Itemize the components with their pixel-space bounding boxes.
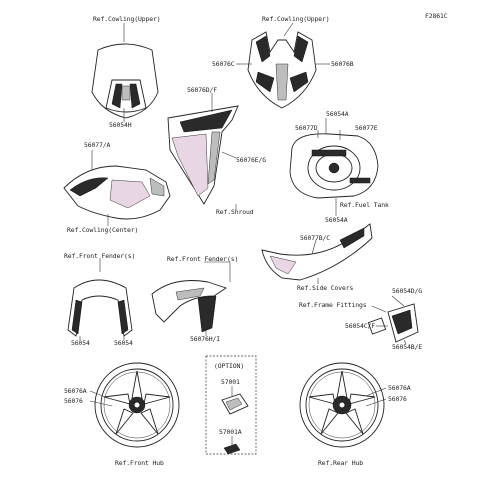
label-56054b-e: 56054B/E: [392, 343, 422, 351]
label-56054d-g: 56054D/G: [392, 287, 422, 295]
front-fender-side-view: [152, 281, 226, 333]
label-56076a-left: 56076A: [64, 387, 87, 395]
side-covers: [262, 224, 372, 280]
label-56054c-f: 56054C/F: [345, 322, 375, 330]
rear-wheel: [300, 363, 384, 447]
label-56054a-top: 56054A: [326, 110, 349, 118]
label-ref-shroud: Ref.Shroud: [216, 208, 254, 216]
label-ref-cowling-upper-left: Ref.Cowling(Upper): [93, 15, 161, 23]
label-56054h: 56054H: [109, 121, 132, 129]
label-56077e: 56077E: [355, 124, 378, 132]
label-56076b: 56076B: [331, 60, 354, 68]
label-56077-a: 56077/A: [84, 141, 111, 149]
frame-fittings: [368, 304, 418, 342]
label-ref-frame-fittings: Ref.Frame Fittings: [299, 301, 367, 309]
label-ref-rear-hub: Ref.Rear Hub: [318, 459, 363, 467]
label-56076a-right: 56076A: [388, 384, 411, 392]
label-57001a: 57001A: [219, 428, 242, 436]
label-56077b-c: 56077B/C: [300, 234, 330, 242]
cowling-upper-fairing: [248, 32, 316, 108]
label-ref-side-covers: Ref.Side Covers: [297, 284, 354, 292]
label-56076c: 56076C: [212, 60, 235, 68]
cowling-center: [64, 166, 170, 219]
figure-code: F2861C: [425, 12, 448, 20]
label-ref-front-fenders-right: Ref.Front Fender(s): [167, 255, 239, 263]
label-56054a-bottom: 56054A: [325, 216, 348, 224]
label-56076h-i: 56076H/I: [190, 335, 220, 343]
label-ref-fuel-tank: Ref.Fuel Tank: [340, 201, 389, 209]
label-56076d-f: 56076D/F: [187, 86, 217, 94]
option-part-57001: [222, 394, 248, 414]
cowling-upper-windscreen: [92, 44, 158, 118]
label-ref-cowling-upper-right: Ref.Cowling(Upper): [262, 15, 330, 23]
label-56077d: 56077D: [295, 124, 318, 132]
label-ref-front-hub: Ref.Front Hub: [115, 459, 164, 467]
label-option: (OPTION): [214, 362, 244, 370]
shroud: [168, 106, 238, 204]
front-fender-front-view: [68, 280, 132, 336]
label-56076-right: 56076: [388, 395, 407, 403]
label-56076e-g: 56076E/G: [236, 156, 266, 164]
fuel-tank: [290, 134, 378, 198]
label-57001: 57001: [221, 378, 240, 386]
label-ref-cowling-center: Ref.Cowling(Center): [67, 226, 139, 234]
label-56054-left: 56054: [71, 339, 90, 347]
label-56054-right: 56054: [114, 339, 133, 347]
label-56076-left: 56076: [64, 397, 83, 405]
label-ref-front-fenders-left: Ref.Front Fender(s): [64, 252, 136, 260]
